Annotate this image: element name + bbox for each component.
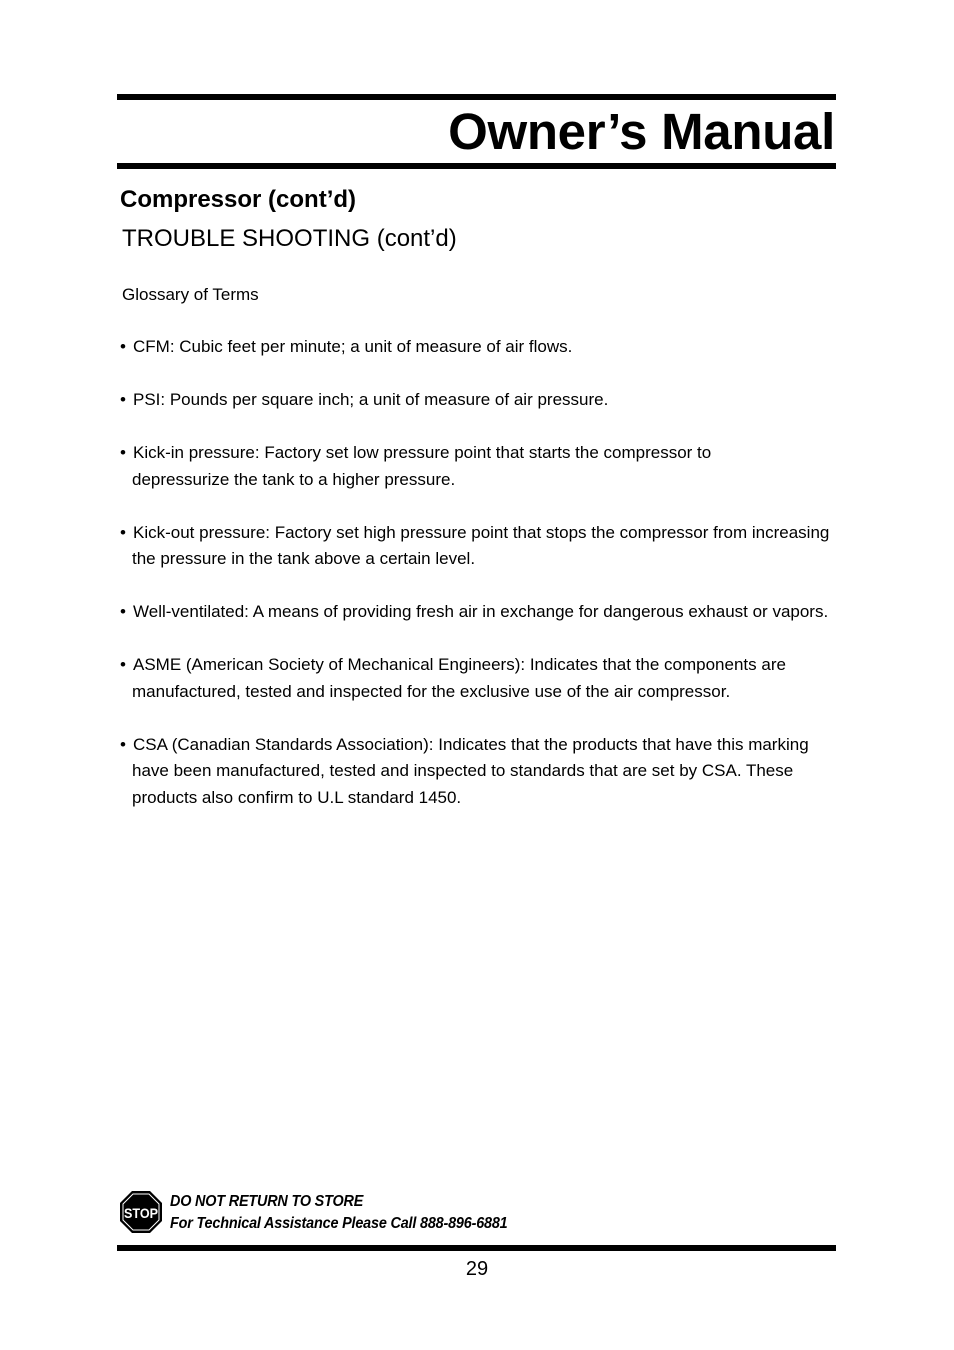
glossary-term-text: Kick-out pressure: Factory set high pressure point that stops the compressor from increasing the pressure in the tank above a certain level. <box>132 522 830 568</box>
do-not-return-notice: DO NOT RETURN TO STORE <box>170 1193 364 1210</box>
glossary-term-text: ASME (American Society of Mechanical Engineers): Indicates that the components are manufactured, tested and inspected for the exclusive use of the air compressor. <box>132 655 786 701</box>
glossary-term-text: CSA (Canadian Standards Association): Indicates that the products that have this marking have been manufactured, tested and inspected to standards that are set by CSA. These products also confirm to U.L standard 1450. <box>132 734 809 807</box>
glossary-item-cfm <box>120 334 652 361</box>
header-top-rule <box>117 94 836 100</box>
manual-title: Owner’s Manual <box>448 103 835 160</box>
footer-notice <box>119 1190 619 1236</box>
glossary-item-psi <box>120 387 692 414</box>
stop-sign-icon <box>119 1190 163 1234</box>
glossary-term-text: Well-ventilated: A means of providing fresh air in exchange for dangerous exhaust or vapors. <box>133 602 829 621</box>
bullet-glyph: • <box>120 602 126 621</box>
glossary-heading: Glossary of Terms <box>122 285 259 304</box>
glossary-term-text: Kick-in pressure: Factory set low pressure point that starts the compressor to depressurize the tank to a higher pressure. <box>132 443 712 489</box>
glossary-term-text: PSI: Pounds per square inch; a unit of measure of air pressure. <box>133 390 609 409</box>
subsection-title: TROUBLE SHOOTING (cont’d) <box>122 225 457 252</box>
glossary-term-text: CFM: Cubic feet per minute; a unit of measure of air flows. <box>133 337 573 356</box>
bullet-glyph: • <box>120 337 126 356</box>
footer-rule <box>117 1245 836 1251</box>
glossary-item-kick-in-pressure <box>120 440 800 493</box>
glossary-list <box>120 334 836 838</box>
section-title: Compressor (cont’d) <box>120 186 357 213</box>
header-bottom-rule <box>117 163 836 169</box>
page-number: 29 <box>465 1258 489 1280</box>
technical-assistance-phone: For Technical Assistance Please Call 888-896-6881 <box>170 1215 508 1232</box>
glossary-item-csa <box>120 732 832 812</box>
stop-sign-label: STOP <box>124 1205 158 1221</box>
bullet-glyph: • <box>120 443 126 462</box>
bullet-glyph: • <box>120 522 126 542</box>
bullet-glyph: • <box>120 390 126 409</box>
bullet-glyph: • <box>120 655 126 674</box>
glossary-item-kick-out-pressure <box>120 520 840 573</box>
bullet-glyph: • <box>120 734 126 754</box>
glossary-item-well-ventilated <box>120 599 842 626</box>
glossary-item-asme <box>120 652 848 705</box>
